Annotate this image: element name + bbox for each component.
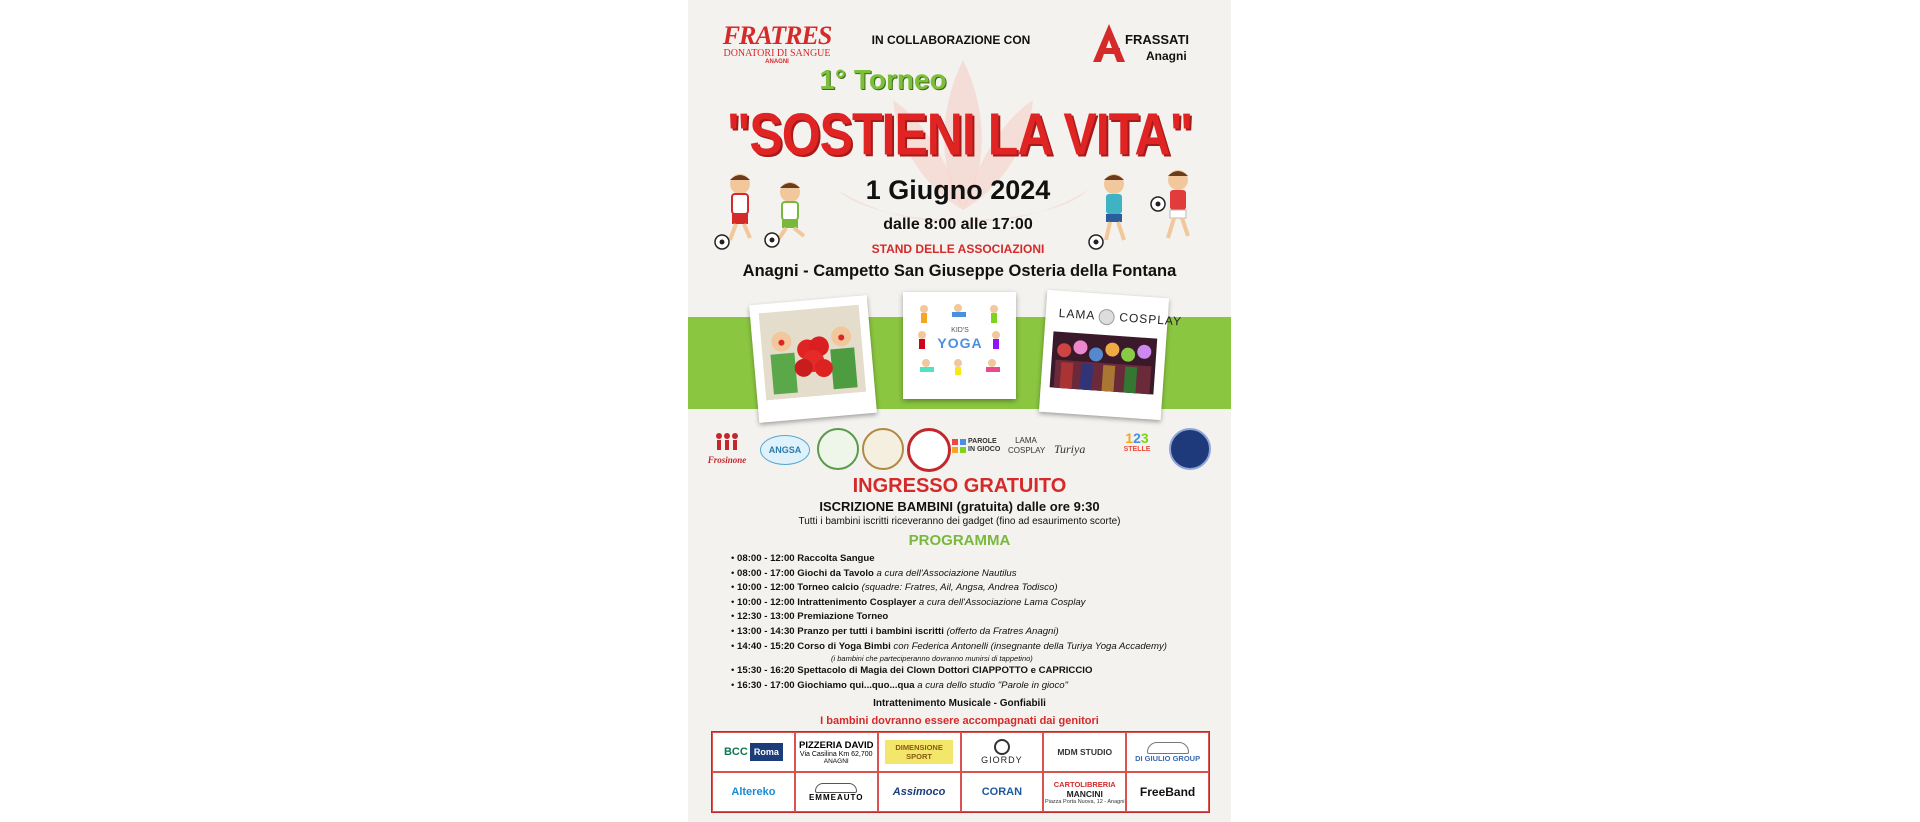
dimensione-label: DIMENSIONE SPORT	[885, 740, 953, 764]
fratres-name: FRATRES	[722, 21, 832, 50]
frassati-city: Anagni	[1146, 49, 1187, 63]
event-title: "SOSTIENI LA VITA"	[726, 101, 1193, 168]
programma-item: • 12:30 - 13:00 Premiazione Torneo	[731, 611, 889, 623]
stelle-numbers-icon: 123	[1125, 430, 1149, 446]
torneo-label: 1° Torneo	[819, 64, 947, 95]
lama-head-icon	[1098, 309, 1115, 326]
programma-item: • 16:30 - 17:00 Giochiamo qui...quo...qua a cura dello studio "Parole in gioco"	[731, 679, 1069, 691]
mancini-label: MANCINI	[1066, 788, 1103, 799]
cartolibreria-label: CARTOLIBRERIA	[1053, 779, 1116, 789]
emmeauto-car-icon	[815, 783, 857, 793]
people-icon	[712, 432, 742, 450]
programma-item: • 10:00 - 12:00 Torneo calcio (squadre: Fratres, Ail, Angsa, Andrea Todisco)	[731, 582, 1058, 594]
kids-yoga-top-text: KID'S	[951, 327, 969, 334]
giordy-label: GIORDY	[981, 755, 1023, 765]
turiya-logo: Turiya	[1054, 442, 1086, 456]
sponsor-giordy	[961, 732, 1044, 772]
lama-cosplay-photo	[1039, 290, 1183, 420]
association-logo-green	[817, 428, 859, 470]
stelle-logo	[1120, 430, 1154, 453]
fratres-logo	[720, 21, 834, 65]
clown-doctors-photo	[749, 295, 877, 423]
car-icon	[1147, 742, 1189, 754]
angsa-label: ANGSA	[768, 445, 802, 455]
programma-item: • 15:30 - 16:20 Spettacolo di Magia dei Clown Dottori CIAPPOTTO e CAPRICCIO	[731, 665, 1093, 677]
clowns-balloons-image	[759, 305, 866, 400]
fratres-subtitle: DONATORI DI SANGUE	[723, 48, 831, 59]
fratres-city: ANAGNI	[765, 59, 789, 65]
kids-yoga-photo	[903, 292, 1016, 399]
sponsor-altereko	[712, 772, 795, 812]
ingresso-gratuito: INGRESSO GRATUITO	[852, 475, 1067, 497]
kids-football-left-icon	[714, 170, 824, 250]
bcc-label: BCC	[723, 746, 748, 758]
pizzeria-address: Via Casilina Km 62,700	[799, 750, 873, 758]
programma-item: • 08:00 - 12:00 Raccolta Sangue	[731, 553, 875, 564]
cosplay-crowd-image	[1050, 331, 1158, 394]
yoga-note: (i bambini che parteciperanno dovranno munirsi di tappetino)	[831, 654, 1033, 664]
pizzeria-city: ANAGNI	[823, 757, 849, 765]
event-poster	[688, 0, 1231, 822]
intrattenimento-musicale: Intrattenimento Musicale - Gonfiabili	[873, 698, 1046, 709]
sponsor-mdm-studio	[1043, 732, 1126, 772]
cosplay-text: COSPLAY	[1118, 310, 1183, 329]
coran-label: CORAN	[981, 786, 1023, 798]
frassati-logo-icon	[1091, 22, 1127, 64]
genitori-note: I bambini dovranno essere accompagnati dai genitori	[820, 715, 1099, 727]
emmeauto-label: EMMEAUTO	[808, 792, 864, 802]
sponsor-bcc	[712, 732, 795, 772]
association-logo-crest	[862, 428, 904, 470]
sponsor-pizzeria-david	[795, 732, 878, 772]
mdm-label: MDM STUDIO	[1057, 747, 1113, 757]
parole-in-gioco-logo	[952, 438, 1004, 454]
programma-item: • 10:00 - 12:00 Intrattenimento Cosplayer a cura dell'Associazione Lama Cosplay	[731, 596, 1086, 608]
altereko-label: Altereko	[731, 786, 776, 798]
programma-title: PROGRAMMA	[908, 532, 1011, 549]
collaboration-text: IN COLLABORAZIONE CON	[871, 33, 1031, 47]
assimoco-label: Assimoco	[892, 786, 946, 798]
angsa-logo	[760, 435, 810, 465]
parole-label: PAROLE IN GIOCO	[968, 438, 1001, 453]
gadget-note: Tutti i bambini iscritti riceveranno dei gadget (fino ad esaurimento scorte)	[798, 516, 1121, 527]
event-location: Anagni - Campetto San Giuseppe Osteria della Fontana	[742, 262, 1177, 280]
bcc-city: Roma	[750, 743, 783, 761]
kids-yoga-word: YOGA	[937, 335, 983, 351]
sponsor-coran	[961, 772, 1044, 812]
kids-football-right-icon	[1088, 168, 1208, 252]
pizzeria-name: PIZZERIA DAVID	[799, 739, 874, 751]
association-logo-blue	[1169, 428, 1211, 470]
frosinone-logo	[702, 432, 752, 465]
puzzle-icon	[952, 439, 966, 453]
sponsor-cartolibreria-mancini	[1043, 772, 1126, 812]
sponsor-assimoco	[878, 772, 961, 812]
programma-list	[731, 552, 1211, 693]
sponsor-freeband	[1126, 772, 1209, 812]
giordy-emblem-icon	[994, 739, 1010, 755]
programma-item: • 13:00 - 14:30 Pranzo per tutti i bambini iscritti (offerto da Fratres Anagni)	[731, 625, 1059, 637]
association-logo-red	[907, 428, 951, 472]
event-hours: dalle 8:00 alle 17:00	[883, 216, 1033, 233]
programma-item: • 08:00 - 17:00 Giochi da Tavolo a cura dell'Associazione Nautilus	[731, 567, 1017, 579]
mancini-address: Piazza Porta Nuova, 12 - Anagni	[1044, 798, 1125, 805]
iscrizione-bambini: ISCRIZIONE BAMBINI (gratuita) dalle ore 9:30	[819, 499, 1100, 514]
stand-label: STAND DELLE ASSOCIAZIONI	[871, 242, 1045, 256]
freeband-label: FreeBand	[1139, 785, 1196, 799]
frosinone-label: Frosinone	[707, 455, 747, 465]
lama-cosplay-logo: LAMA COSPLAY	[1008, 436, 1046, 455]
sponsor-dimensione-sport	[878, 732, 961, 772]
digiulio-label: DI GIULIO GROUP	[1135, 753, 1201, 763]
sponsor-di-giulio	[1126, 732, 1209, 772]
frassati-name: FRASSATI	[1125, 32, 1190, 47]
event-date: 1 Giugno 2024	[865, 175, 1051, 205]
sponsor-grid	[711, 731, 1210, 813]
lama-text: LAMA	[1058, 305, 1096, 323]
programma-item: • 14:40 - 15:20 Corso di Yoga Bimbi con Federica Antonelli (insegnante della Turiya Yoga Accademy)	[731, 640, 1168, 652]
stelle-label: STELLE	[1123, 446, 1151, 453]
sponsor-emmeauto	[795, 772, 878, 812]
lama-cosplay-title	[1058, 306, 1182, 331]
